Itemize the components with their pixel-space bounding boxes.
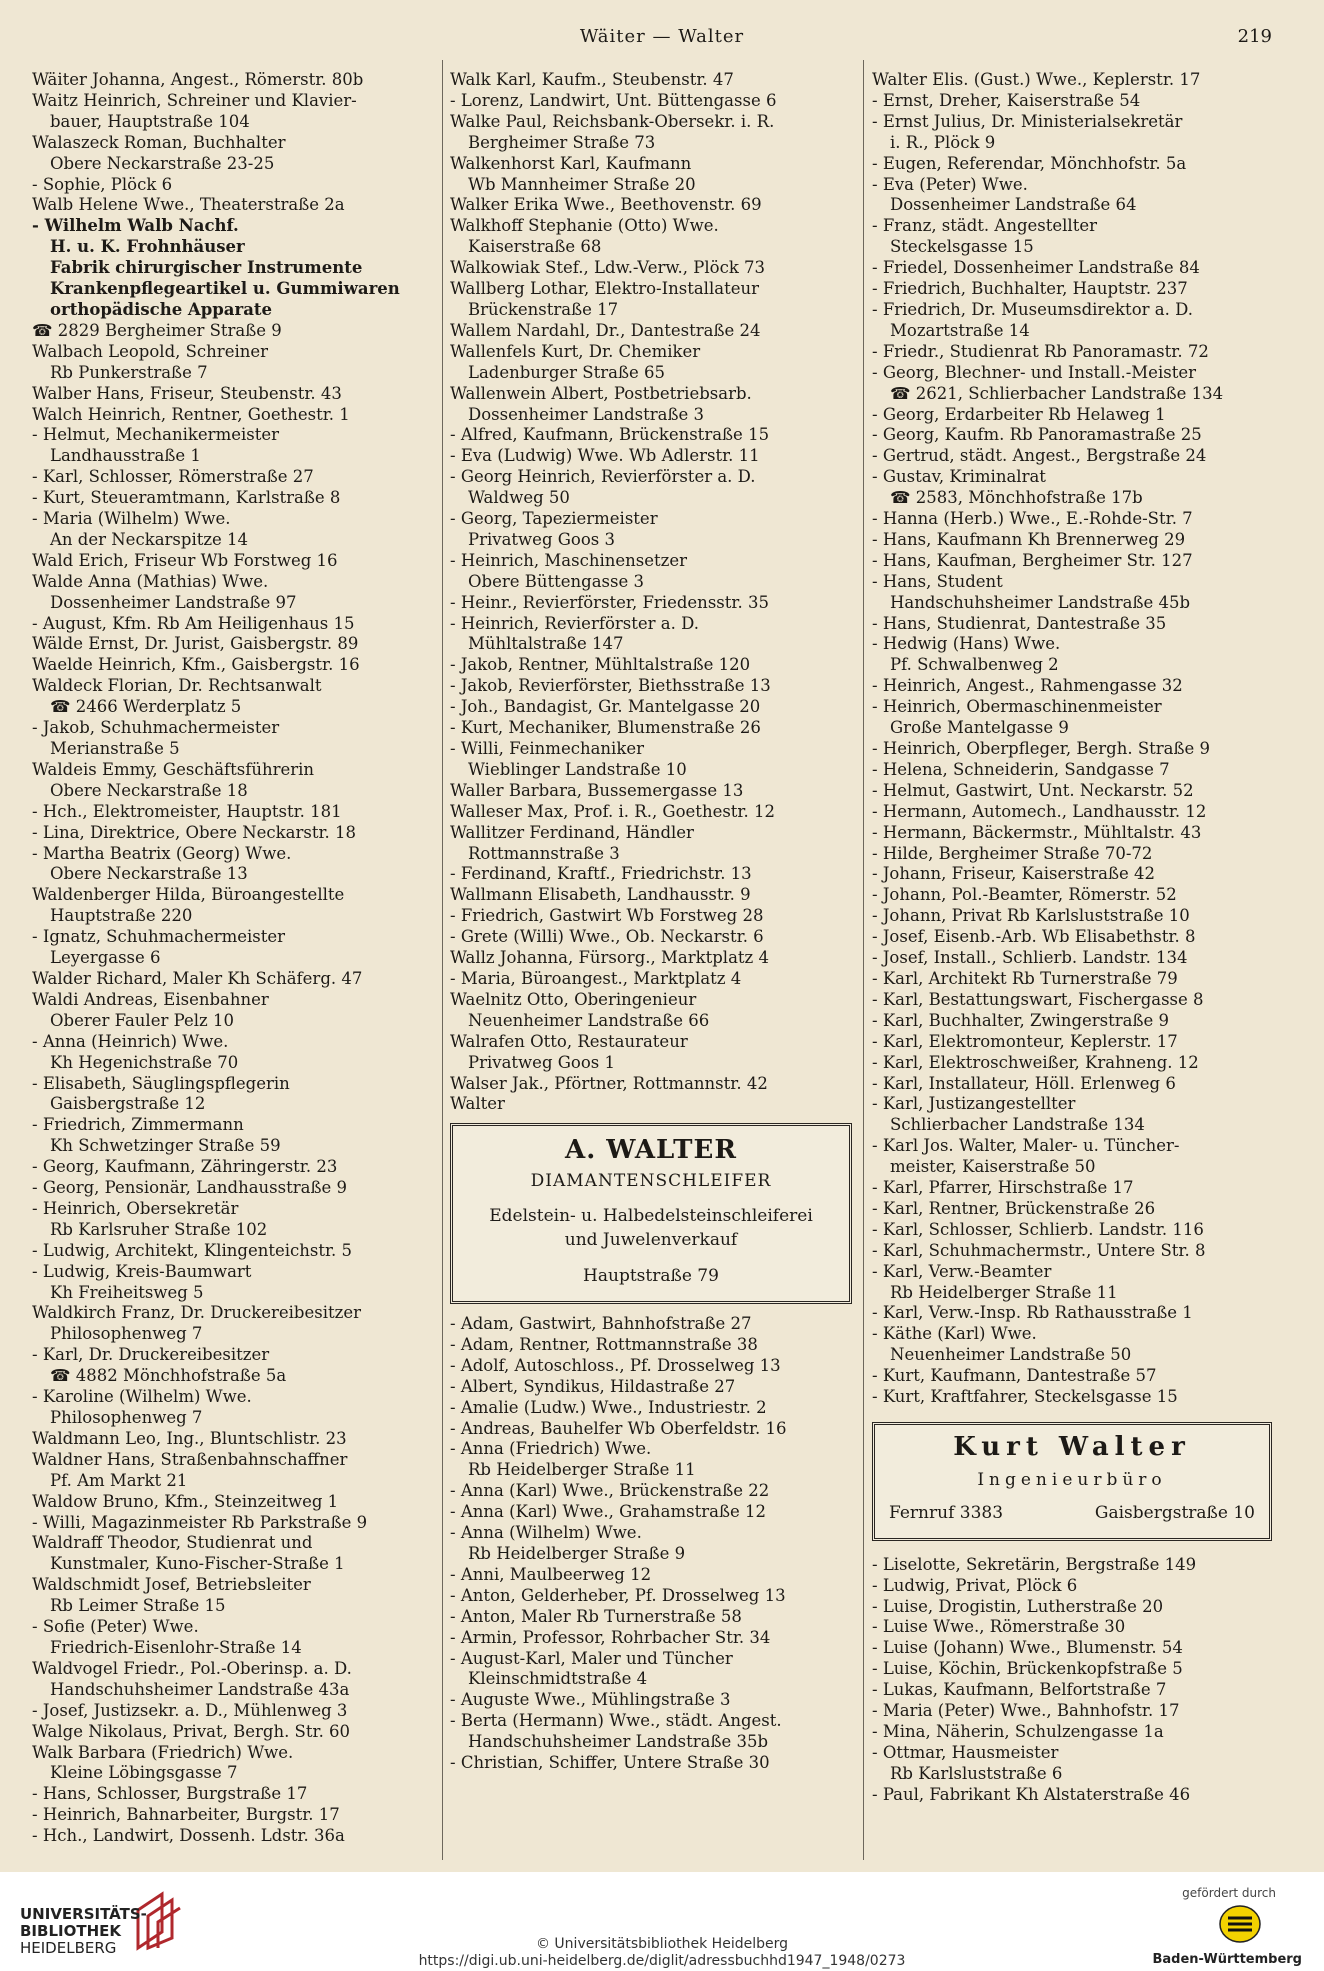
ad-a-walter: [450, 1123, 852, 1304]
directory-entry: - Hans, Schlosser, Burgstraße 17: [32, 1784, 308, 1804]
directory-entry: Waller Barbara, Bussemergasse 13: [450, 780, 744, 800]
directory-entry: - Anton, Maler Rb Turnerstraße 58: [450, 1606, 742, 1626]
directory-entry: - Georg, Kaufm. Rb Panoramastraße 25: [872, 425, 1202, 445]
directory-entry: - Karl, Elektroschweißer, Krahneng. 12: [872, 1052, 1199, 1072]
directory-entry: - Anni, Maulbeerweg 12: [450, 1564, 652, 1584]
directory-entry: - Karl, Architekt Rb Turnerstraße 79: [872, 968, 1178, 988]
directory-entry: Walaszeck Roman, Buchhalter Obere Neckarstraße 23-25: [32, 132, 286, 173]
directory-entry: - Helena, Schneiderin, Sandgasse 7: [872, 759, 1170, 779]
directory-entry: - Karl, Verw.-Insp. Rb Rathausstraße 1: [872, 1303, 1193, 1323]
directory-entry: - Friedr., Studienrat Rb Panoramastr. 72: [872, 341, 1209, 361]
directory-entry: - Anna (Wilhelm) Wwe. Rb Heidelberger Straße 9: [450, 1523, 686, 1563]
directory-entry: - Friedrich, Buchhalter, Hauptstr. 237: [872, 279, 1188, 299]
directory-entry: - Karl, Elektromonteur, Keplerstr. 17: [872, 1031, 1178, 1051]
directory-entry: - Maria, Büroangest., Marktplatz 4: [450, 968, 742, 988]
directory-entry: - Eva (Ludwig) Wwe. Wb Adlerstr. 11: [450, 446, 760, 466]
directory-entry: - Anton, Gelderheber, Pf. Drosselweg 13: [450, 1585, 786, 1605]
directory-entry: - Ignatz, Schuhmachermeister Leyergasse 6: [32, 927, 286, 968]
directory-entry: - Luise Wwe., Römerstraße 30: [872, 1617, 1126, 1637]
directory-entry: - Hans, Studienrat, Dantestraße 35: [872, 613, 1167, 633]
directory-entry: - Paul, Fabrikant Kh Alstaterstraße 46: [872, 1784, 1191, 1804]
directory-entry: Wallenwein Albert, Postbetriebsarb. Dossenheimer Landstraße 3: [450, 383, 752, 424]
directory-entry: - Georg, Tapeziermeister Privatweg Goos 3: [450, 509, 658, 549]
directory-entry: - Willi, Feinmechaniker Wieblinger Landstraße 10: [450, 739, 687, 779]
directory-entry: - Heinrich, Obermaschinenmeister Große Mantelgasse 9: [872, 697, 1162, 738]
state-name: Baden-Württemberg: [1152, 1952, 1302, 1967]
directory-entry: Wälde Ernst, Dr. Jurist, Gaisbergstr. 89: [32, 634, 359, 654]
directory-entry: - Ludwig, Privat, Plöck 6: [872, 1575, 1078, 1595]
ad-title: Kurt Walter: [953, 1432, 1191, 1462]
directory-entry: - Josef, Eisenb.-Arb. Wb Elisabethstr. 8: [872, 927, 1196, 947]
directory-entry: Waldeis Emmy, Geschäftsführerin Obere Neckarstraße 18: [32, 759, 315, 800]
directory-entry: Wallz Johanna, Fürsorg., Marktplatz 4: [450, 948, 769, 968]
directory-entry: - Karl, Schlosser, Schlierb. Landstr. 116: [872, 1219, 1204, 1239]
directory-entry: - Karl, Rentner, Brückenstraße 26: [872, 1198, 1156, 1218]
directory-entry: Walker Erika Wwe., Beethovenstr. 69: [450, 195, 762, 215]
directory-entry: - Liselotte, Sekretärin, Bergstraße 149: [872, 1554, 1197, 1574]
ad-description-line: und Juwelenverkauf: [564, 1230, 738, 1251]
directory-entry: - Karl Jos. Walter, Maler- u. Tüncher- meister, Kaiserstraße 50: [872, 1136, 1180, 1177]
directory-entry: - Adam, Rentner, Rottmannstraße 38: [450, 1334, 758, 1354]
directory-entry: - Karl, Verw.-Beamter Rb Heidelberger Straße 11: [872, 1261, 1118, 1302]
ad-phone: Fernruf 3383: [889, 1502, 1004, 1523]
directory-entry: - Georg, Blechner- und Install.-Meister ☎ 2621, Schlierbacher Landstraße 134: [872, 362, 1224, 403]
directory-entry: - Hch., Elektromeister, Hauptstr. 181: [32, 801, 342, 821]
directory-entry: - Johann, Privat Rb Karlsluststraße 10: [872, 906, 1190, 926]
directory-entry: - Hedwig (Hans) Wwe. Pf. Schwalbenweg 2: [872, 634, 1061, 675]
directory-entry: Waldenberger Hilda, Büroangestellte Hauptstraße 220: [32, 885, 345, 926]
directory-entry: - Helmut, Gastwirt, Unt. Neckarstr. 52: [872, 780, 1194, 800]
directory-entry: - Georg, Kaufmann, Zähringerstr. 23: [32, 1157, 338, 1177]
directory-entry: - Berta (Hermann) Wwe., städt. Angest. Handschuhsheimer Landstraße 35b: [450, 1711, 782, 1752]
directory-entry: Waldeck Florian, Dr. Rechtsanwalt ☎ 2466 Werderplatz 5: [32, 676, 322, 717]
directory-entry: - Ludwig, Architekt, Klingenteichstr. 5: [32, 1240, 353, 1260]
directory-entry: Wald Erich, Friseur Wb Forstweg 16: [32, 550, 338, 570]
directory-entry: - Anna (Karl) Wwe., Brückenstraße 22: [450, 1481, 770, 1501]
directory-entry: - Karl, Justizangestellter Schlierbacher Landstraße 134: [872, 1094, 1145, 1135]
directory-entry: - Friedrich, Dr. Museumsdirektor a. D. Mozartstraße 14: [872, 299, 1193, 340]
directory-entry: Waldschmidt Josef, Betriebsleiter Rb Leimer Straße 15: [32, 1575, 311, 1616]
directory-entry: - Hans, Kaufman, Bergheimer Str. 127: [872, 550, 1193, 570]
directory-entry: - Luise, Drogistin, Lutherstraße 20: [872, 1596, 1164, 1616]
directory-entry: ☎ 2829 Bergheimer Straße 9: [32, 320, 282, 340]
directory-entry: Waldmann Leo, Ing., Bluntschlistr. 23: [32, 1428, 347, 1448]
directory-entry: - Heinrich, Angest., Rahmengasse 32: [872, 676, 1183, 696]
directory-entry: - Johann, Pol.-Beamter, Römerstr. 52: [872, 885, 1177, 905]
directory-entry: Walrafen Otto, Restaurateur Privatweg Goos 1: [450, 1031, 688, 1072]
directory-entry: - Karl, Buchhalter, Zwingerstraße 9: [872, 1010, 1170, 1030]
library-name-line: BIBLIOTHEK: [20, 1922, 121, 1940]
directory-entry: Waldvogel Friedr., Pol.-Oberinsp. a. D. Handschuhsheimer Landstraße 43a: [32, 1658, 352, 1699]
directory-entry: Walk Barbara (Friedrich) Wwe. Kleine Löbingsgasse 7: [32, 1742, 294, 1783]
directory-entry: - Georg Heinrich, Revierförster a. D. Waldweg 50: [450, 467, 756, 508]
directory-entry: - Kurt, Kraftfahrer, Steckelsgasse 15: [872, 1387, 1178, 1407]
directory-entry: - Grete (Willi) Wwe., Ob. Neckarstr. 6: [450, 927, 764, 947]
directory-entry: - Andreas, Bauhelfer Wb Oberfeldstr. 16: [450, 1418, 787, 1438]
directory-entry: - Hermann, Bäckermstr., Mühltalstr. 43: [872, 822, 1202, 842]
directory-entry: - Karl, Installateur, Höll. Erlenweg 6: [872, 1073, 1176, 1093]
funded-by-label: gefördert durch: [1182, 1886, 1276, 1900]
directory-entry: - Anna (Karl) Wwe., Grahamstraße 12: [450, 1502, 766, 1522]
directory-entry: Waelnitz Otto, Oberingenieur Neuenheimer Landstraße 66: [450, 989, 710, 1030]
source-url-link[interactable]: https://digi.ub.uni-heidelberg.de/diglit/adressbuchhd1947_1948/0273: [418, 1953, 906, 1969]
directory-entry: - Karl, Schlosser, Römerstraße 27: [32, 467, 314, 487]
directory-entry: - Heinrich, Bahnarbeiter, Burgstr. 17: [32, 1805, 340, 1825]
directory-entry: Wallenfels Kurt, Dr. Chemiker Ladenburger Straße 65: [450, 341, 701, 382]
directory-entry: Walch Heinrich, Rentner, Goethestr. 1: [32, 404, 350, 424]
directory-entry: - Friedel, Dossenheimer Landstraße 84: [872, 258, 1200, 278]
directory-entry: Waldraff Theodor, Studienrat und Kunstmaler, Kuno-Fischer-Straße 1: [32, 1533, 345, 1574]
directory-entry: - Christian, Schiffer, Untere Straße 30: [450, 1753, 770, 1773]
directory-entry: - Jakob, Schuhmachermeister Merianstraße 5: [32, 718, 280, 758]
directory-entry: Wallitzer Ferdinand, Händler Rottmannstraße 3: [450, 822, 694, 863]
directory-entry: - Hilde, Bergheimer Straße 70-72: [872, 843, 1153, 863]
directory-entry: - Mina, Näherin, Schulzengasse 1a: [872, 1721, 1164, 1741]
directory-entry: - August, Kfm. Rb Am Heiligenhaus 15: [32, 613, 355, 633]
directory-entry: - Karl, Bestattungswart, Fischergasse 8: [872, 989, 1204, 1009]
directory-entry: - Jakob, Rentner, Mühltalstraße 120: [450, 655, 751, 675]
column-divider: [442, 60, 443, 1860]
directory-entry: - Heinr., Revierförster, Friedensstr. 35: [450, 592, 769, 612]
ad-description-line: Edelstein- u. Halbedelsteinschleiferei: [489, 1206, 813, 1227]
ad-title: A. WALTER: [565, 1135, 737, 1166]
directory-entry: - Ottmar, Hausmeister Rb Karlsluststraße 6: [872, 1742, 1063, 1783]
directory-entry: - Alfred, Kaufmann, Brückenstraße 15: [450, 425, 770, 445]
directory-entry: Wallmann Elisabeth, Landhausstr. 9: [450, 885, 751, 905]
directory-entry: Waldow Bruno, Kfm., Steinzeitweg 1: [32, 1491, 339, 1511]
running-header: Wäiter — Walter: [579, 26, 745, 47]
directory-entry: - Eugen, Referendar, Mönchhofstr. 5a: [872, 153, 1187, 173]
directory-entry: - Kurt, Mechaniker, Blumenstraße 26: [450, 718, 761, 738]
directory-entry: - Willi, Magazinmeister Rb Parkstraße 9: [32, 1512, 368, 1532]
column-3: [872, 70, 1272, 1806]
directory-entry: - Hans, Kaufmann Kh Brennerweg 29: [872, 529, 1186, 549]
directory-entry: - Gustav, Kriminalrat ☎ 2583, Mönchhofstraße 17b: [872, 467, 1143, 508]
directory-entry: - Hanna (Herb.) Wwe., E.-Rohde-Str. 7: [872, 509, 1193, 529]
directory-entry: Walge Nikolaus, Privat, Bergh. Str. 60: [32, 1721, 351, 1741]
directory-entry: Walbach Leopold, Schreiner Rb Punkerstraße 7: [32, 341, 269, 382]
directory-entry: - Karl, Schuhmachermstr., Untere Str. 8: [872, 1240, 1206, 1260]
directory-entry: - Amalie (Ludw.) Wwe., Industriestr. 2: [450, 1397, 767, 1417]
directory-entry: - Friedrich, Zimmermann Kh Schwetzinger Straße 59: [32, 1115, 281, 1156]
directory-entry: Wallem Nardahl, Dr., Dantestraße 24: [450, 320, 761, 340]
directory-entry: - Heinrich, Oberpfleger, Bergh. Straße 9: [872, 739, 1211, 758]
directory-entry: Walder Richard, Maler Kh Schäferg. 47: [32, 968, 363, 988]
directory-entry: - Elisabeth, Säuglingspflegerin Gaisbergstraße 12: [32, 1073, 290, 1114]
directory-entry: - Franz, städt. Angestellter Steckelsgasse 15: [872, 216, 1097, 257]
directory-entry: Waldner Hans, Straßenbahnschaffner Pf. Am Markt 21: [32, 1449, 348, 1490]
directory-entry: - Auguste Wwe., Mühlingstraße 3: [450, 1690, 731, 1710]
directory-entry: Waitz Heinrich, Schreiner und Klavier- bauer, Hauptstraße 104: [32, 90, 357, 131]
directory-entry: Walb Helene Wwe., Theaterstraße 2a: [32, 195, 345, 215]
ad-address: Hauptstraße 79: [583, 1266, 719, 1287]
directory-entry: - Joh., Bandagist, Gr. Mantelgasse 20: [450, 697, 761, 717]
directory-entry: - Karl, Dr. Druckereibesitzer ☎ 4882 Mönchhofstraße 5a: [32, 1345, 287, 1386]
state-emblem-icon: [1218, 1904, 1262, 1944]
directory-entry: - Albert, Syndikus, Hildastraße 27: [450, 1376, 736, 1396]
ad-address: Gaisbergstraße 10: [1094, 1502, 1255, 1523]
directory-entry: - Anna (Heinrich) Wwe. Kh Hegenichstraße 70: [32, 1031, 239, 1072]
directory-entry: - Maria (Peter) Wwe., Bahnhofstr. 17: [872, 1701, 1180, 1721]
directory-entry: Walkowiak Stef., Ldw.-Verw., Plöck 73: [450, 258, 766, 278]
ad-subtitle: Ingenieurbüro: [977, 1469, 1167, 1490]
directory-entry: Waelde Heinrich, Kfm., Gaisbergstr. 16: [32, 655, 360, 675]
library-name-line: UNIVERSITÄTS-: [20, 1905, 147, 1923]
directory-entry: - Hans, Student Handschuhsheimer Landstraße 45b: [872, 571, 1191, 612]
directory-entry: Walter Elis. (Gust.) Wwe., Keplerstr. 17: [872, 70, 1201, 89]
directory-entry: Waldkirch Franz, Dr. Druckereibesitzer Philosophenweg 7: [32, 1303, 361, 1344]
directory-entry: - Heinrich, Obersekretär Rb Karlsruher Straße 102: [32, 1198, 268, 1239]
directory-entry: - Jakob, Revierförster, Biethsstraße 13: [450, 676, 771, 696]
directory-entry: Wäiter Johanna, Angest., Römerstr. 80b: [32, 70, 364, 89]
footer-bar: [0, 1872, 1324, 1971]
directory-entry: - Armin, Professor, Rohrbacher Str. 34: [450, 1627, 771, 1647]
page-number: 219: [1237, 26, 1272, 47]
directory-entry: - Ernst, Dreher, Kaiserstraße 54: [872, 90, 1141, 110]
directory-entry: - Eva (Peter) Wwe. Dossenheimer Landstraße 64: [872, 174, 1137, 215]
directory-entry: - Kurt, Steueramtmann, Karlstraße 8: [32, 488, 341, 508]
directory-entry: - Ferdinand, Kraftf., Friedrichstr. 13: [450, 864, 752, 884]
directory-entry: - Luise, Köchin, Brückenkopfstraße 5: [872, 1659, 1183, 1679]
ad-subtitle: DIAMANTENSCHLEIFER: [530, 1171, 772, 1192]
directory-entry: Walser Jak., Pförtner, Rottmannstr. 42: [450, 1073, 768, 1093]
directory-entry: - Sophie, Plöck 6: [32, 174, 173, 194]
directory-entry: - August-Karl, Maler und Tüncher Kleinschmidtstraße 4: [450, 1648, 733, 1689]
column-1: [32, 70, 432, 1847]
directory-entry: - Johann, Friseur, Kaiserstraße 42: [872, 864, 1156, 884]
directory-entry: - Ludwig, Kreis-Baumwart Kh Freiheitsweg 5: [32, 1261, 252, 1302]
directory-entry: - Lina, Direktrice, Obere Neckarstr. 18: [32, 822, 357, 842]
directory-entry: - Karoline (Wilhelm) Wwe. Philosophenweg 7: [32, 1387, 252, 1427]
directory-entry: - Georg, Pensionär, Landhausstraße 9: [32, 1178, 347, 1198]
column-divider: [863, 60, 864, 1860]
directory-entry: - Josef, Install., Schlierb. Landstr. 134: [872, 948, 1188, 968]
directory-entry: - Kurt, Kaufmann, Dantestraße 57: [872, 1366, 1157, 1386]
directory-entry: - Sofie (Peter) Wwe. Friedrich-Eisenlohr-Straße 14: [32, 1617, 302, 1657]
directory-entry: - Käthe (Karl) Wwe. Neuenheimer Landstraße 50: [872, 1324, 1132, 1365]
directory-entry: Wallberg Lothar, Elektro-Installateur Brückenstraße 17: [450, 279, 759, 319]
copyright: © Universitätsbibliothek Heidelberg: [535, 1936, 788, 1952]
directory-entry: - Gertrud, städt. Angest., Bergstraße 24: [872, 446, 1207, 466]
directory-entry: - Lorenz, Landwirt, Unt. Büttengasse 6: [450, 90, 777, 110]
directory-entry: - Adolf, Autoschloss., Pf. Drosselweg 13: [450, 1355, 781, 1375]
directory-entry: - Hermann, Automech., Landhausstr. 12: [872, 801, 1207, 821]
directory-entry: - Ernst Julius, Dr. Ministerialsekretär i. R., Plöck 9: [872, 111, 1183, 152]
directory-entry: - Heinrich, Revierförster a. D. Mühltalstraße 147: [450, 613, 699, 654]
directory-entry: Walk Karl, Kaufm., Steubenstr. 47: [450, 70, 734, 89]
directory-entry: - Heinrich, Maschinensetzer Obere Büttengasse 3: [450, 550, 687, 591]
column-2: [450, 70, 852, 1774]
directory-entry: Walber Hans, Friseur, Steubenstr. 43: [32, 383, 342, 403]
directory-entry: - Martha Beatrix (Georg) Wwe. Obere Neckarstraße 13: [32, 843, 292, 884]
directory-entry: - Maria (Wilhelm) Wwe. An der Neckarspitze 14: [32, 509, 249, 549]
directory-entry: - Anna (Friedrich) Wwe. Rb Heidelberger Straße 11: [450, 1439, 696, 1480]
directory-entry: - Helmut, Mechanikermeister Landhausstraße 1: [32, 425, 280, 466]
directory-entry: Waldi Andreas, Eisenbahner Oberer Fauler Pelz 10: [32, 989, 269, 1030]
directory-entry: Walter: [450, 1094, 505, 1114]
directory-entry: - Lukas, Kaufmann, Belfortstraße 7: [872, 1680, 1167, 1700]
directory-entry: - Georg, Erdarbeiter Rb Helaweg 1: [872, 404, 1166, 424]
directory-entry: Walde Anna (Mathias) Wwe. Dossenheimer Landstraße 97: [32, 571, 297, 612]
directory-entry: - Hch., Landwirt, Dossenh. Ldstr. 36a: [32, 1826, 345, 1846]
directory-entry: - Wilhelm Walb Nachf. H. u. K. Frohnhäuser Fabrik chirurgischer Instrumente Krankenpflegeartikel u. Gummiwaren orthopädische Apparate: [32, 216, 400, 319]
directory-entry: - Karl, Pfarrer, Hirschstraße 17: [872, 1178, 1134, 1198]
directory-entry: - Luise (Johann) Wwe., Blumenstr. 54: [872, 1638, 1183, 1658]
directory-entry: - Friedrich, Gastwirt Wb Forstweg 28: [450, 906, 764, 926]
directory-entry: - Adam, Gastwirt, Bahnhofstraße 27: [450, 1314, 752, 1334]
directory-entry: Walleser Max, Prof. i. R., Goethestr. 12: [450, 801, 775, 821]
directory-entry: Walkenhorst Karl, Kaufmann Wb Mannheimer Straße 20: [450, 153, 696, 194]
directory-entry: - Josef, Justizsekr. a. D., Mühlenweg 3: [32, 1700, 348, 1720]
directory-entry: Walkhoff Stephanie (Otto) Wwe. Kaiserstraße 68: [450, 216, 719, 257]
library-name-line: HEIDELBERG: [20, 1939, 117, 1957]
directory-entry: Walke Paul, Reichsbank-Obersekr. i. R. Bergheimer Straße 73: [450, 111, 775, 152]
ad-kurt-walter: [872, 1422, 1272, 1541]
